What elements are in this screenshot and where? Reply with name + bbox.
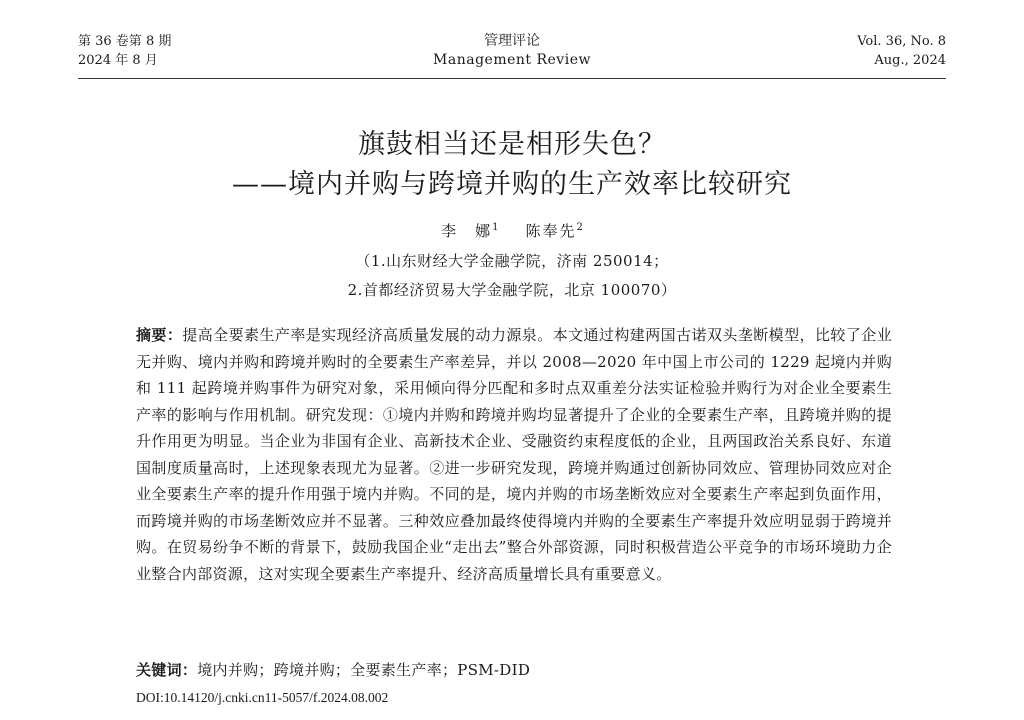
affiliation: 2.首都经济贸易大学金融学院，北京 100070）: [347, 281, 677, 299]
keywords-text: 境内并购；跨境并购；全要素生产率；PSM-DID: [197, 661, 531, 679]
doi-link[interactable]: DOI:10.14120/j.cnki.cn11-5057/f.2024.08.002: [136, 690, 389, 705]
abstract-text: 提高全要素生产率是实现经济高质量发展的动力源泉。本文通过构建两国古诺双头垄断模型，比较了企业无并购、境内并购和跨境并购时的全要素生产率差异，并以 2008—2020 年中国上市公司的 1229 起境内并购和 111 起跨境并购事件为研究对象，采用倾向得分匹配和多时点双重差分法实证检验并购行为对企业全要素生产率的影响与作用机制。研究发现：①境内并购和跨境并购均显著提升了企业的全要素生产率，且跨境并购的提升作用更为明显。当企业为非国有企业、高新技术企业、受融资约束程度低的企业，且两国政治关系良好、东道国制度质量高时，上述现象表现尤为显著。②进一步研究发现，跨境并购通过创新协同效应、管理协同效应对企业全要素生产率的提升作用强于境内并购。不同的是，境内并购的市场垄断效应对全要素生产率起到负面作用，而跨境并购的市场垄断效应并不显著。三种效应叠加最终使得境内并购的全要素生产率提升效应明显弱于跨境并购。在贸易纷争不断的背景下，鼓励我国企业“走出去”整合外部资源，同时积极营造公平竞争的市场环境助力企业整合内部资源，这对实现全要素生产率提升、经济高质量增长具有重要意义。: [136, 326, 892, 583]
article-subtitle: ——境内并购与跨境并购的生产效率比较研究: [232, 169, 792, 200]
date-cn: 2024 年 8 月: [78, 53, 158, 68]
journal-name-en: Management Review: [433, 52, 591, 68]
keywords-label: 关键词：: [136, 661, 198, 679]
volume-issue-en: Vol. 36, No. 8: [857, 34, 946, 49]
author-name: 陈奉先: [525, 222, 577, 240]
header-rule: [78, 78, 946, 79]
author-list: [0, 220, 1024, 241]
author-affil-mark: 2: [576, 222, 583, 233]
affiliation: （1.山东财经大学金融学院，济南 250014；: [355, 252, 669, 270]
volume-issue-cn: 第 36 卷第 8 期: [78, 34, 172, 49]
author-affil-mark: 1: [492, 222, 499, 233]
date-en: Aug., 2024: [874, 53, 946, 68]
article-title: 旗鼓相当还是相形失色？: [358, 129, 666, 160]
abstract-label: 摘要：: [136, 326, 183, 344]
issue-info-en: [857, 32, 946, 70]
journal-name-cn: 管理评论: [484, 33, 540, 49]
running-header: [78, 32, 946, 76]
journal-name: [78, 32, 946, 70]
keywords: [136, 658, 892, 682]
author-name: 李 娜: [441, 222, 493, 240]
abstract: [136, 322, 892, 587]
